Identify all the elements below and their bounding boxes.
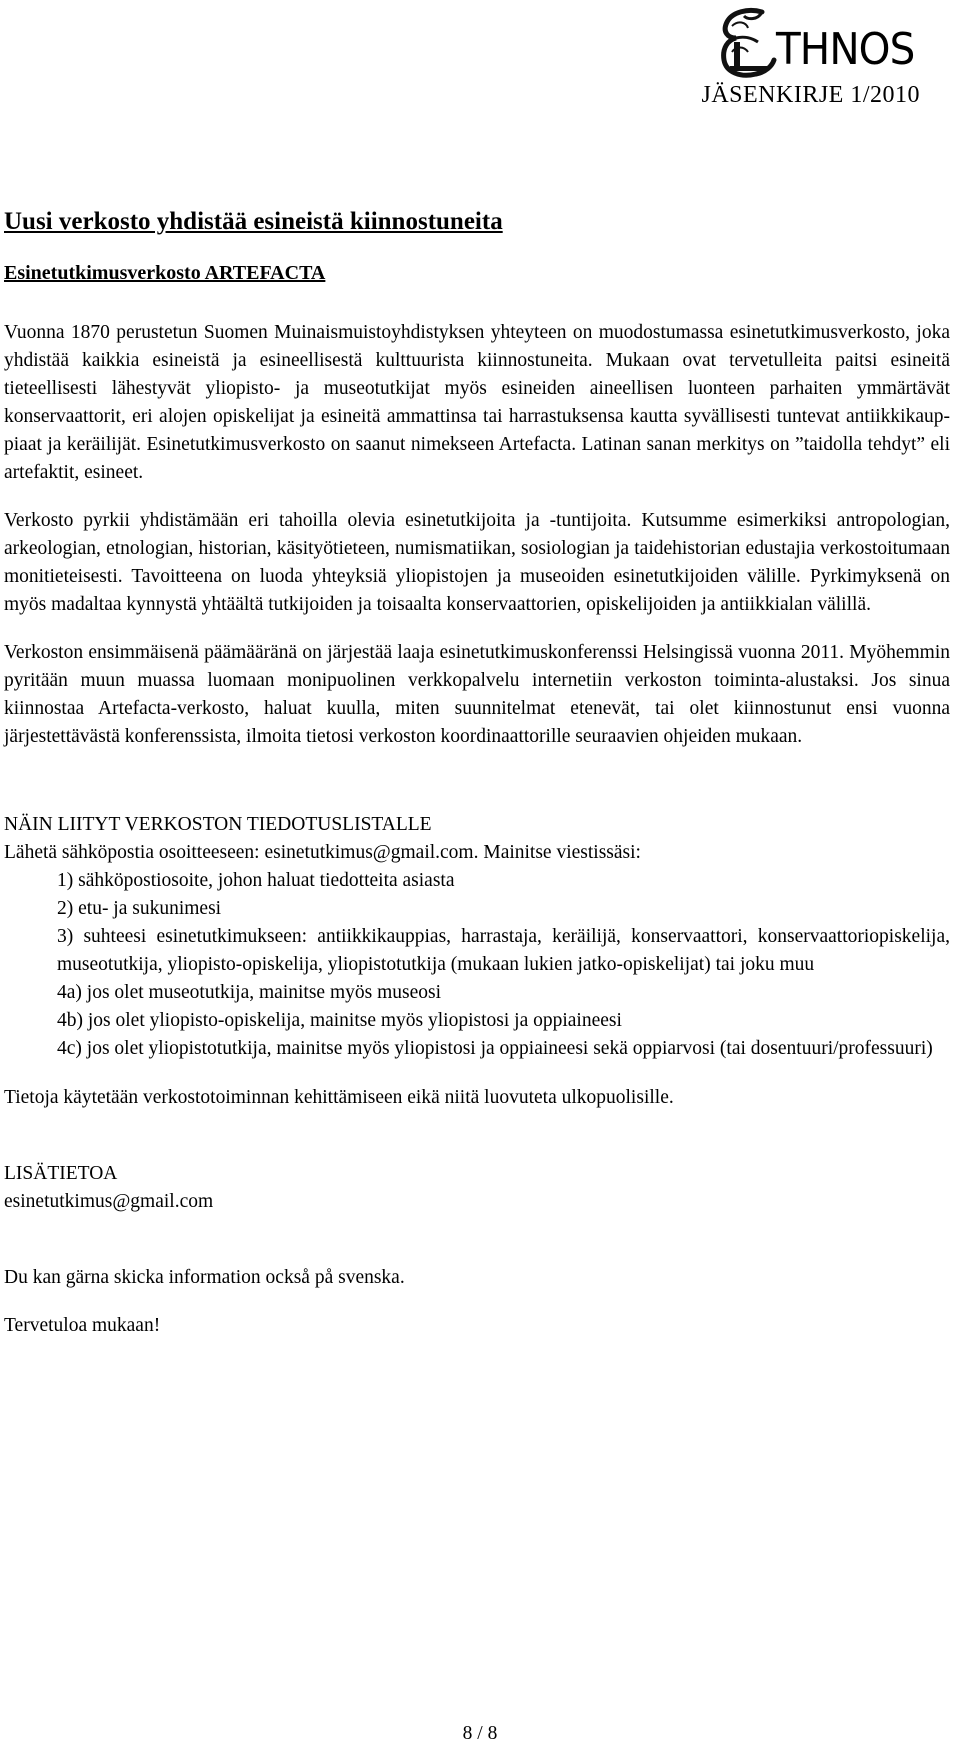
list-item: 1) sähköpostiosoite, johon haluat tiedotteita asiasta xyxy=(57,870,455,891)
paragraph-goals: Verkosto pyrkii yhdistämään eri tahoilla olevia esinetutkijoita ja -tuntijoita. Kutsumme esimerkiksi antropologian, arkeologian, etnologian, historian, käsityötieteen, numismatiikan, sosiologian ja taidehistorian edustajia verkostoitumaan monitieteisesti. Tavoitteena on luoda yhteyksiä yliopistojen ja museoiden esinetutkijoiden välille. Pyrkimyksenä on myös madaltaa kynnystä yhtäältä tutkijoiden ja toisaalta konservaattorien, opiskelijoiden ja antiikkialan välillä. xyxy=(4,510,950,615)
more-info-email: esinetutkimus@gmail.com xyxy=(4,1191,214,1212)
list-item: 4c) jos olet yliopistotutkija, mainitse myös yliopistosi ja oppiaineesi sekä oppiarvosi (tai dosentuuri/professuuri) xyxy=(57,1038,933,1059)
page-number: 8 / 8 xyxy=(462,1723,498,1744)
ethnos-e-logo-icon xyxy=(718,6,778,78)
ethnos-logo xyxy=(666,4,926,78)
list-item: 2) etu- ja sukunimesi xyxy=(57,898,222,919)
article xyxy=(4,206,950,1340)
closing-text: Tervetuloa mukaan! xyxy=(4,1315,161,1336)
join-instruction: Lähetä sähköpostia osoitteeseen: esinetutkimus@gmail.com. Mainitse viestissäsi: xyxy=(4,842,641,863)
paragraph-intro: Vuonna 1870 perustetun Suomen Muinaismuistoyhdistyksen yhteyteen on muodostumassa esinetutkimusverkosto, joka yhdistää kaikkia esineistä ja esineellisestä kulttuurista kiinnostuneita. Mukaan ovat tervetulleita paitsi esineitä tieteellisesti lähestyvät yliopisto- ja museotutkijat myös esineiden aineellisen luonteen parhaiten ymmärtävät konservaattorit, eri alojen opiskelijat ja esineitä ammattinsa tai harrastuksensa kautta syvällisesti tuntevat antiikkikauppiaat ja keräilijät. Esinetutkimusverkosto on saanut nimekseen Artefacta. Latinan sanan merkitys on ”taidolla tehdyt” eli artefaktit, esineet. xyxy=(4,322,950,483)
masthead xyxy=(666,4,926,109)
privacy-note: Tietoja käytetään verkostotoiminnan kehittämiseen eikä niitä luovuteta ulkopuolisille. xyxy=(4,1087,674,1108)
join-heading: NÄIN LIITYT VERKOSTON TIEDOTUSLISTALLE xyxy=(4,814,432,835)
list-item: 4b) jos olet yliopisto-opiskelija, mainitse myös yliopistosi ja oppiaineesi xyxy=(57,1010,622,1031)
list-item: 4a) jos olet museotutkija, mainitse myös museosi xyxy=(57,982,442,1003)
swedish-note: Du kan gärna skicka information också på svenska. xyxy=(4,1267,405,1288)
join-list xyxy=(4,867,950,1063)
issue-label: JÄSENKIRJE 1/2010 xyxy=(701,82,920,108)
list-item: 3) suhteesi esinetutkimukseen: antiikkikauppias, harrastaja, keräilijä, konservaattori, konservaattoriopiskelija, museotutkija, yliopisto-opiskelija, yliopistotutkija (mukaan lukien jatko-opiskelijat) tai joku muu xyxy=(57,926,950,975)
logo-text: THNOS xyxy=(775,24,914,75)
article-subtitle: Esinetutkimusverkosto ARTEFACTA xyxy=(4,262,326,284)
paragraph-conference: Verkoston ensimmäisenä päämääränä on järjestää laaja esinetutkimuskonferenssi Helsingissä vuonna 2011. Myöhemmin pyritään muun muassa luomaan monipuolinen verkkopalvelu internetiin verkoston toiminta-alustaksi. Jos sinua kiinnostaa Artefacta-verkosto, haluat kuulla, miten suunnitelmat etenevät, tai olet kiinnostunut ensi vuonna järjestettävästä konferenssista, ilmoita tietosi verkoston koordinaattorille seuraavien ohjeiden mukaan. xyxy=(4,642,950,747)
article-title: Uusi verkosto yhdistää esineistä kiinnostuneita xyxy=(4,208,503,235)
more-info-heading: LISÄTIETOA xyxy=(4,1163,118,1184)
